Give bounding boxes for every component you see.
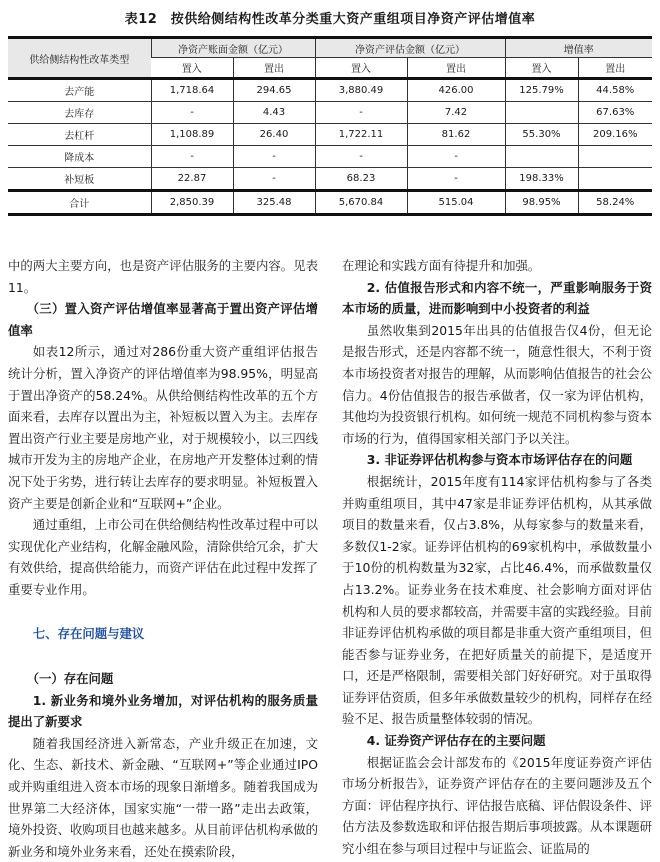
cell: 3,880.49 [315, 79, 407, 102]
row-type: 去杠杆 [8, 124, 151, 146]
table-row [8, 102, 652, 124]
cell: 426.00 [407, 79, 505, 102]
item-heading: 3. 非证券评估机构参与资本市场评估存在的问题 [366, 452, 633, 468]
table-row [8, 124, 652, 146]
cell [505, 102, 578, 124]
header-sub: 置入 [151, 58, 233, 79]
cell: 294.65 [233, 79, 315, 102]
row-type: 去库存 [8, 102, 151, 124]
cell [505, 146, 578, 168]
cell: 22.87 [151, 168, 233, 191]
table-row-total [8, 191, 652, 215]
table-row [8, 146, 652, 168]
cell: - [233, 146, 315, 168]
row-type: 去产能 [8, 79, 151, 102]
cell: 7.42 [407, 102, 505, 124]
cell [578, 168, 652, 191]
header-type: 供给侧结构性改革类型 [8, 38, 151, 79]
header-group-book: 净资产账面金额（亿元） [151, 38, 315, 58]
cell: 515.04 [407, 191, 505, 215]
paragraph: 随着我国经济进入新常态，产业升级正在加速，文化、生态、新技术、新金融、“互联网+”等企业通过IPO或并购重组进入资本市场的现象日渐增多。随着我国成为世界第二大经济体，国家实施“一带一路”走出去政策，境外投资、收购项目也越来越多。从目前评估机构承做的新业务和境外业务来看，还处在摸索阶段， [8, 735, 318, 859]
header-sub: 置入 [505, 58, 578, 79]
table-row [8, 79, 652, 102]
paragraph: 通过重组，上市公司在供给侧结构性改革过程中可以实现优化产业结构，化解金融风险，清除供给冗余，扩大有效供给，提高供给能力，而资产评估在此过程中发挥了重要专业作用。 [8, 517, 318, 597]
cell: 44.58% [578, 79, 652, 102]
cell: 67.63% [578, 102, 652, 124]
cell: 209.16% [578, 124, 652, 146]
header-sub: 置出 [578, 58, 652, 79]
cell: 68.23 [315, 168, 407, 191]
header-group-rate: 增值率 [505, 38, 652, 58]
cell [578, 146, 652, 168]
section-heading: 七、存在问题与建议 [32, 625, 145, 641]
subheading: （一）存在问题 [26, 671, 114, 687]
valuation-table [8, 36, 652, 216]
table-title: 表12 按供给侧结构性改革分类重大资产重组项目净资产评估增值率 [124, 12, 536, 27]
cell: 4.43 [233, 102, 315, 124]
item-heading: 2. 估值报告形式和内容不统一，严重影响服务于资本市场的质量，进而影响到中小投资者的利益 [342, 279, 652, 317]
header-sub: 置入 [315, 58, 407, 79]
header-row-groups [8, 38, 652, 58]
cell: - [315, 146, 407, 168]
right-column [342, 255, 652, 860]
cell: 5,670.84 [315, 191, 407, 215]
item-heading: 4. 证券资产评估存在的主要问题 [366, 733, 546, 749]
paragraph: 在理论和实践方面有待提升和加强。 [342, 258, 541, 273]
cell: 2,850.39 [151, 191, 233, 215]
header-sub: 置出 [407, 58, 505, 79]
paragraph: 根据证监会会计部发布的《2015年度证券资产评估市场分析报告》，证券资产评估存在的主要问题涉及五个方面：评估程序执行、评估报告底稿、评估假设条件、评估方法及参数选取和评估报告期后事项披露。从本课题研究小组在参与项目过程中与证监会、证监局的 [342, 754, 652, 857]
paragraph: 根据统计，2015年度有114家评估机构参与了各类并购重组项目，其中47家是非证券评估机构，从其承做项目的数量来看，仅占3.8%，从每家参与的数量来看，多数仅1-2家。证券评估机构的69家机构中，承做数量小于10份的机构数量为32家，占比46.4%，而承做数量仅占13.2%。证券业务在技术难度、社会影响方面对评估机构和人员的要求都较高，并需要丰富的实践经验。目前非证券评估机构承做的项目都是非重大资产重组项目，但能否参与证券业务，在把好质量关的前提下，是适度开口，还是严格限制，需要相关部门好好研究。对于虽取得证券评估资质，但多年承做数量较少的机构，同样存在经验不足、报告质量整体较弱的情况。 [342, 473, 652, 727]
cell: - [407, 146, 505, 168]
subheading: （三）置入资产评估增值率显著高于置出资产评估增值率 [8, 301, 318, 338]
cell: 81.62 [407, 124, 505, 146]
paragraph: 虽然收集到2015年出具的估值报告仅4份，但无论是报告形式，还是内容都不统一，随意性很大，不利于资本市场投资者对报告的理解，从而影响估值报告的社会公信力。4份估值报告的报告承做者，仅一家为评估机构，其他均为投资银行机构。如何统一规范不同机构参与资本市场的行为，值得国家相关部门予以关注。 [342, 322, 652, 446]
cell: 98.95% [505, 191, 578, 215]
header-sub: 置出 [233, 58, 315, 79]
cell: 26.40 [233, 124, 315, 146]
cell: - [233, 168, 315, 191]
cell: - [151, 102, 233, 124]
cell: 55.30% [505, 124, 578, 146]
cell: 1,722.11 [315, 124, 407, 146]
cell: 325.48 [233, 191, 315, 215]
paragraph: 中的两大主要方向，也是资产评估服务的主要内容。见表11。 [8, 258, 318, 295]
cell: 125.79% [505, 79, 578, 102]
cell: 1,718.64 [151, 79, 233, 102]
item-heading: 1. 新业务和境外业务增加，对评估机构的服务质量提出了新要求 [8, 692, 318, 730]
header-group-appraised: 净资产评估金额（亿元） [315, 38, 505, 58]
left-column [8, 255, 318, 862]
cell: 1,108.89 [151, 124, 233, 146]
table-row [8, 168, 652, 191]
paragraph: 如表12所示，通过对286份重大资产重组评估报告统计分析，置入净资产的评估增值率为98.95%，明显高于置出净资产的58.24%。从供给侧结构性改革的五个方面来看，去库存以置出为主，补短板以置入为主。去库存置出资产行业主要是房地产业，对于规模较小，以三四线城市开发为主的房地产企业，在房地产开发整体过剩的情况下处于劣势，进行转让去库存的要求明显。补短板置入资产主要是创新企业和“互联网+”企业。 [8, 344, 318, 511]
cell: - [315, 102, 407, 124]
row-type: 降成本 [8, 146, 151, 168]
row-type: 合计 [8, 191, 151, 215]
cell: 58.24% [578, 191, 652, 215]
row-type: 补短板 [8, 168, 151, 191]
cell: - [151, 146, 233, 168]
cell: - [407, 168, 505, 191]
cell: 198.33% [505, 168, 578, 191]
